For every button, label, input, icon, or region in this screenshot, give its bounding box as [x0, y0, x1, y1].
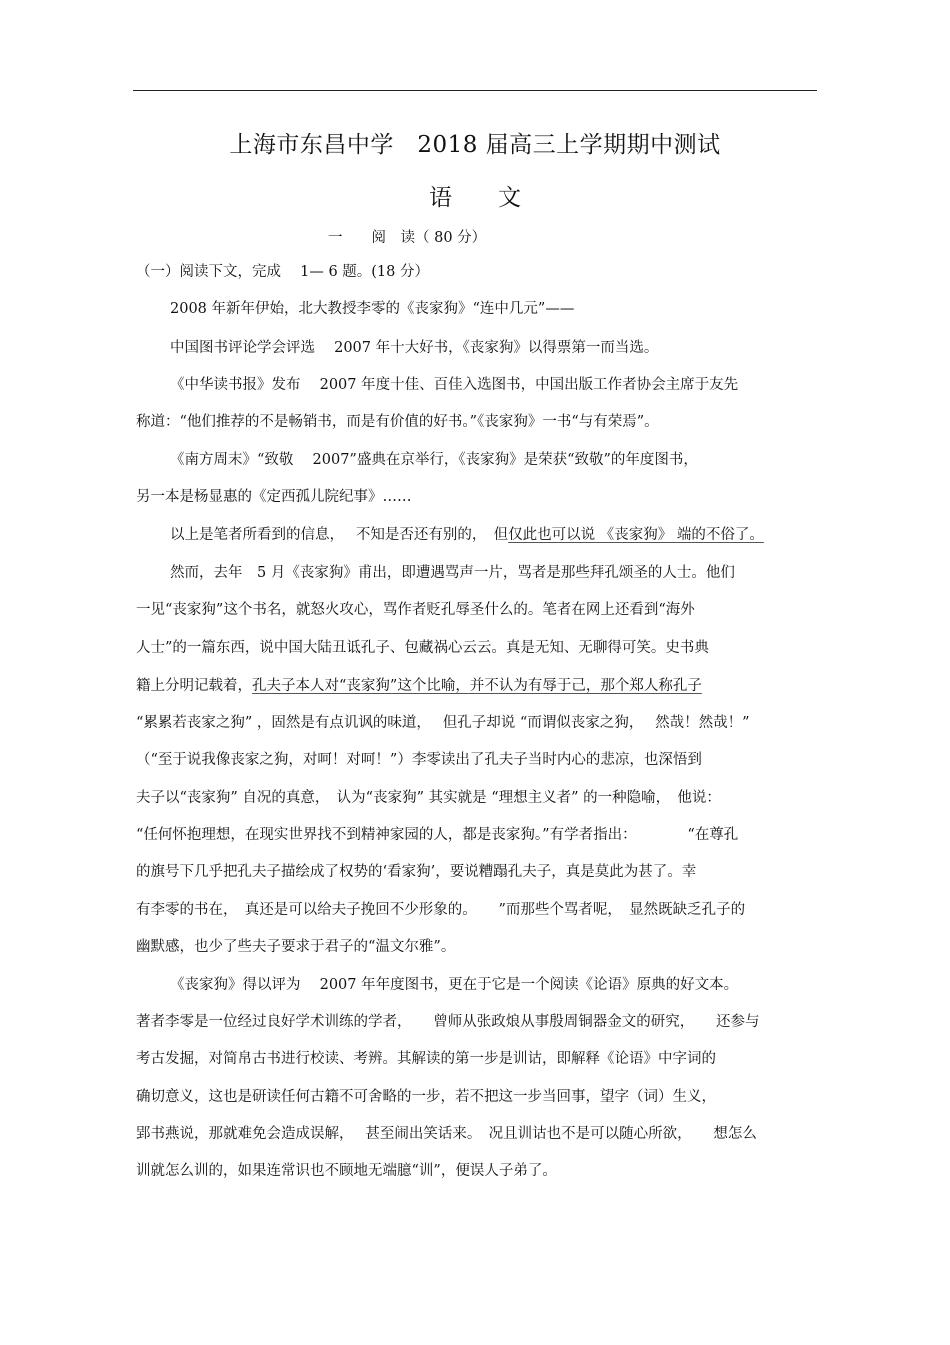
passage-line: （“至于说我像丧家之狗，对呵！对呵！”）李零读出了孔夫子当时内心的悲凉，也深悟到 — [136, 752, 702, 768]
page-title: 上海市东昌中学 2018 届高三上学期期中测试 — [229, 132, 721, 158]
passage-line: 《南方周末》“致敬 2007”盛典在京举行，《丧家狗》是荣获“致敬”的年度图书， — [170, 452, 698, 468]
top-rule — [133, 90, 817, 91]
passage-line: 中国图书评论学会评选 2007 年十大好书，《丧家狗》以得票第一而当选。 — [170, 340, 659, 356]
passage-line: 一见“丧家狗”这个书名，就怒火攻心，骂作者贬孔辱圣什么的。笔者在网上还看到“海外 — [136, 602, 695, 618]
passage-line: 称道：“他们推荐的不是畅销书，而是有价值的好书。”《丧家狗》一书“与有荣焉”。 — [136, 414, 659, 430]
passage-line: 然而，去年 5 月《丧家狗》甫出，即遭遇骂声一片，骂者是那些拜孔颂圣的人士。他们 — [170, 565, 735, 581]
passage-line: “累累若丧家之狗” ，固然是有点讥讽的味道， 但孔子却说 “而谓似丧家之狗， 然哉！然哉！” — [136, 715, 750, 731]
passage-line: 人士”的一篇东西，说中国大陆丑诋孔子、包藏祸心云云。真是无知、无聊得可笑。史书典 — [136, 640, 709, 656]
passage-line: 著者李零是一位经过良好学术训练的学者， 曾师从张政烺从事殷周铜器金文的研究， 还参与 — [136, 1014, 760, 1030]
passage-line: 考古发掘，对简帛古书进行校读、考辨。其解读的第一步是训诂，即解释《论语》中字词的 — [136, 1051, 716, 1067]
passage-line: 夫子以“丧家狗” 自况的真意， 认为“丧家狗” 其实就是 “理想主义者” 的一种隐喻， 他说： — [136, 790, 721, 806]
passage-line: 训就怎么训的，如果连常识也不顾地无端臆“训”，便误人子弟了。 — [136, 1163, 557, 1179]
subject-heading: 语 文 — [429, 185, 521, 211]
passage-line: 另一本是杨显惠的《定西孤儿院纪事》…… — [136, 489, 412, 505]
passage-line — [170, 525, 764, 545]
passage-text: 籍上分明记载着， — [136, 678, 252, 694]
passage-line: 幽默感，也少了些夫子要求于君子的“温文尔雅”。 — [136, 939, 456, 955]
section-heading: 一 阅 读（ 80 分） — [328, 230, 487, 246]
passage-text: 以上是笔者所看到的信息， 不知是否还有别的， 但 — [170, 527, 509, 543]
underlined-phrase: 仅此也可以说 《丧家狗》 端的不俗了。 — [508, 527, 764, 543]
passage-line: 的旗号下几乎把孔夫子描绘成了权势的‘看家狗’，要说糟蹋孔夫子，真是莫此为甚了。幸 — [136, 864, 697, 880]
passage-line: 《中华读书报》发布 2007 年度十佳、百佳入选图书，中国出版工作者协会主席于友先 — [170, 377, 739, 393]
passage-line: 《丧家狗》得以评为 2007 年年度图书，更在于它是一个阅读《论语》原典的好文本。 — [170, 977, 739, 993]
passage-line: 2008 年新年伊始，北大教授李零的《丧家狗》“连中几元”—— — [170, 301, 575, 317]
passage-line: 确切意义，这也是研读任何古籍不可舍略的一步，若不把这一步当回事，望字（词）生义， — [136, 1089, 716, 1105]
underlined-phrase: 孔夫子本人对“丧家狗”这个比喻，并不认为有辱于己，那个郑人称孔子 — [252, 678, 702, 694]
passage-line: 有李零的书在， 真还是可以给夫子挽回不少形象的。 ”而那些个骂者呢， 显然既缺乏孔子的 — [136, 902, 746, 918]
question-intro: （一）阅读下文，完成 1— 6 题。(18 分） — [136, 264, 429, 280]
passage-line: 郢书燕说，那就难免会造成误解， 甚至闹出笑话来。 况且训诂也不是可以随心所欲， 想怎么 — [136, 1126, 757, 1142]
passage-line — [136, 676, 702, 696]
passage-line: “任何怀抱理想，在现实世界找不到精神家园的人，都是丧家狗。”有学者指出： “在尊孔 — [136, 827, 739, 843]
